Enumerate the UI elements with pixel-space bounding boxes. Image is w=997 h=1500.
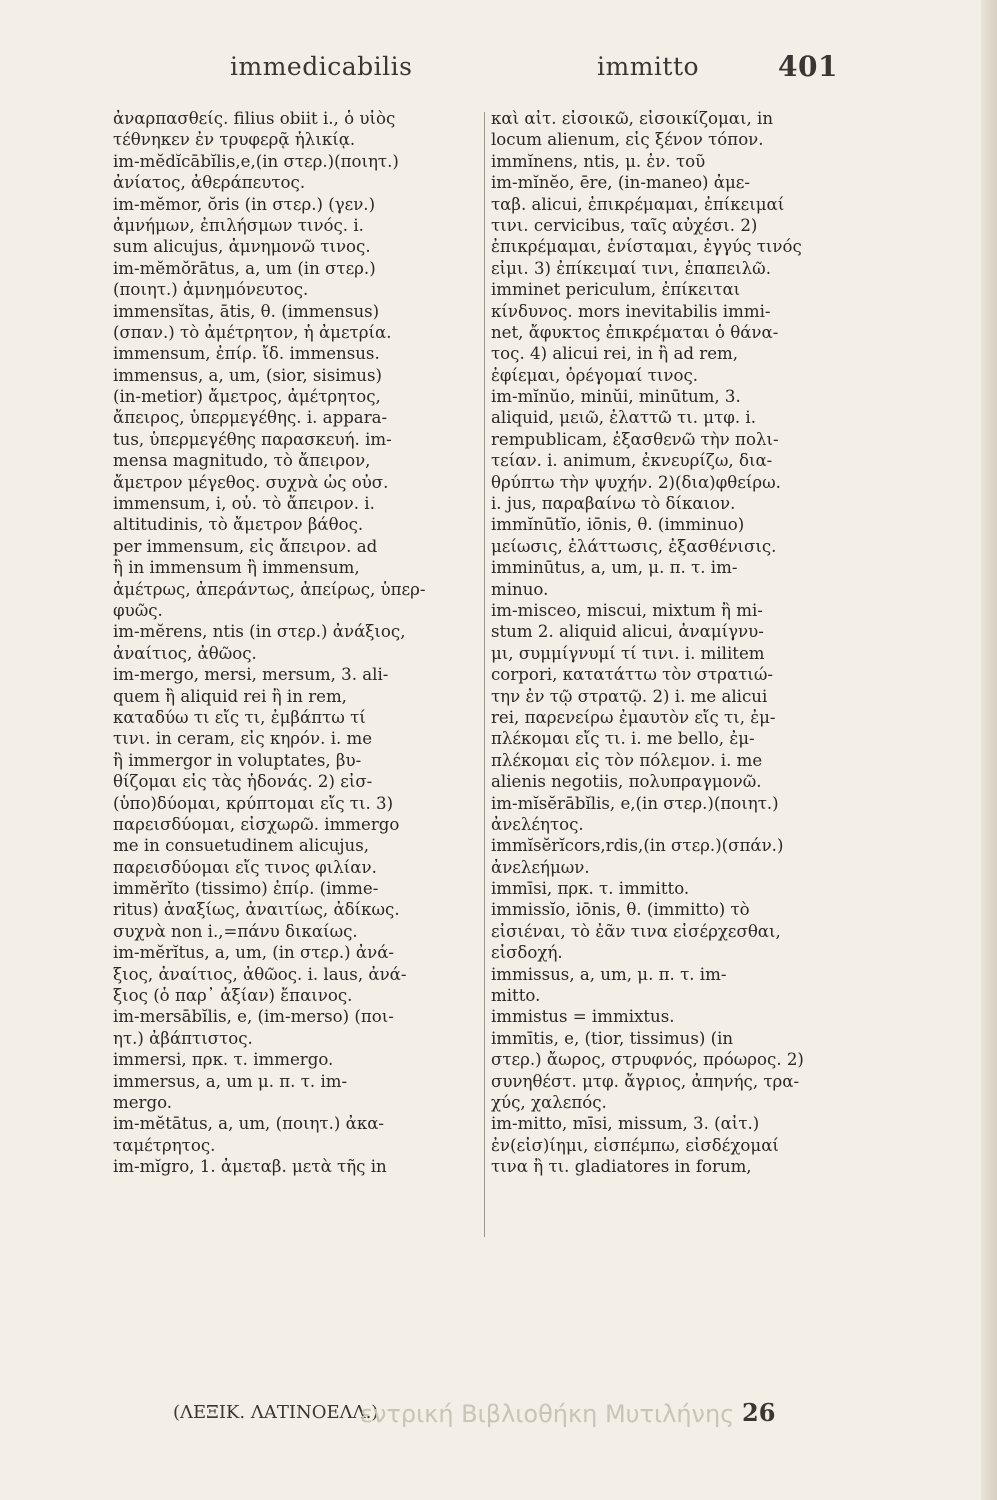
entry-line: immistus = immixtus. (491, 1007, 675, 1027)
entry-line: ἐν(εἰσ)ίημι, εἰσπέμπω, εἰσδέχομαί (491, 1135, 779, 1155)
entry-line: πλέκομαι εἰς τὸν πόλεμον. i. me (491, 750, 763, 770)
entry-line: immĭsĕrĭcors,rdis,(in στερ.)(σπάν.) (491, 836, 784, 856)
entry-line: stum 2. aliquid alicui, ἀναμίγνυ- (491, 622, 764, 642)
entry-line: im-mĕrĭtus, a, um, (in στερ.) ἀνά- (113, 943, 395, 963)
left-column (113, 108, 475, 1178)
entry-line: imminet periculum, ἐπίκειται (491, 280, 741, 300)
entry-line: ἢ immergor in voluptates, βυ- (113, 750, 362, 770)
entry-line: quem ἢ aliquid rei ἢ in rem, (113, 686, 347, 706)
entry-line: rei, παρενείρω ἐμαυτὸν εἴς τι, ἐμ- (491, 707, 776, 727)
signature-mark: 26 (742, 1398, 776, 1427)
entry-line: immĭnūtĭo, iōnis, θ. (imminuo) (491, 515, 745, 535)
entry-line: θίζομαι εἰς τὰς ἡδονάς. 2) εἰσ- (113, 772, 373, 792)
entry-line: (in-metior) ἄμετρος, ἀμέτρητος, (113, 387, 381, 407)
entry-line: im-mersābĭlis, e, (im-merso) (ποι- (113, 1007, 394, 1027)
entry-line: ἐπικρέμαμαι, ἐνίσταμαι, ἐγγύς τινός (491, 237, 802, 257)
entry-line: corpori, κατατάττω τὸν στρατιώ- (491, 665, 773, 685)
entry-line: τινι. in ceram, εἰς κηρόν. i. me (113, 729, 373, 749)
entry-line: ritus) ἀναξίως, ἀναιτίως, ἀδίκως. (113, 900, 400, 920)
entry-line: im-mĭgro, 1. ἀμεταβ. μετὰ τῆς in (113, 1157, 387, 1177)
entry-line: immissĭo, iōnis, θ. (immitto) τὸ (491, 900, 750, 920)
entry-line: ἀμνήμων, ἐπιλήσμων τινός. i. (113, 215, 364, 235)
entry-line: ἄπειρος, ὑπερμεγέθης. i. appara- (113, 408, 388, 428)
entry-line: i. jus, παραβαίνω τὸ δίκαιον. (491, 494, 736, 514)
entry-line: im-mĕdĭcābĭlis,e,(in στερ.)(ποιητ.) (113, 151, 399, 171)
entry-line: im-mĭnŭo, minŭi, minūtum, 3. (491, 387, 741, 407)
entry-line: im-mĭsĕrābĭlis, e,(in στερ.)(ποιητ.) (491, 793, 779, 813)
entry-line: immersi, πρκ. τ. immergo. (113, 1050, 334, 1070)
entry-line: εἰσδοχή. (491, 943, 563, 963)
entry-line: τινα ἢ τι. gladiatores in forum, (491, 1157, 752, 1177)
entry-line: mergo. (113, 1092, 173, 1112)
entry-line: ἀνελέητος. (491, 814, 584, 834)
entry-line: παρεισδύομαι, εἰσχωρῶ. immergo (113, 814, 400, 834)
entry-line: τέθνηκεν ἐν τρυφερᾷ ἡλικίᾳ. (113, 130, 356, 150)
entry-line: im-mitto, mīsi, missum, 3. (αἰτ.) (491, 1114, 760, 1134)
entry-line: immīsi, πρκ. τ. immitto. (491, 879, 690, 899)
entry-line: im-mĕrens, ntis (in στερ.) ἀνάξιος, (113, 622, 406, 642)
entry-line: minuo. (491, 579, 549, 599)
entry-line: ἀμέτρως, ἀπεράντως, ἀπείρως, ὑπερ- (113, 579, 426, 599)
entry-line: locum alienum, εἰς ξένον τόπον. (491, 130, 764, 150)
entry-line: mensa magnitudo, τὸ ἄπειρον, (113, 451, 371, 471)
entry-line: καὶ αἰτ. εἰσοικῶ, εἰσοικίζομαι, in (491, 109, 774, 128)
entry-line: θρύπτω τὴν ψυχήν. 2)(δια)φθείρω. (491, 472, 781, 492)
entry-line: (ὑπο)δύομαι, κρύπτομαι εἴς τι. 3) (113, 793, 394, 813)
entry-line: im-mĕmŏrātus, a, um (in στερ.) (113, 258, 376, 278)
entry-line: καταδύω τι εἴς τι, ἐμβάπτω τί (113, 707, 366, 727)
entry-line: εἰμι. 3) ἐπίκειμαί τινι, ἐπαπειλῶ. (491, 258, 771, 278)
entry-line: κίνδυνος. mors inevitabilis immi- (491, 301, 771, 321)
entry-line: (σπαν.) τὸ ἀμέτρητον, ἡ ἀμετρία. (113, 322, 392, 342)
entry-line: im-mĕmor, ŏris (in στερ.) (γεν.) (113, 194, 376, 214)
entry-line: ἀναρπασθείς. filius obiit i., ὁ υἱὸς (113, 109, 396, 128)
entry-line: τινι. cervicibus, ταῖς αὐχέσι. 2) (491, 215, 758, 235)
entry-line: imminūtus, a, um, μ. π. τ. im- (491, 558, 738, 578)
entry-line: rempublicam, ἐξασθενῶ τὴν πολι- (491, 429, 779, 449)
entry-line: χύς, χαλεπός. (491, 1092, 607, 1112)
entry-line: ητ.) ἀβάπτιστος. (113, 1028, 253, 1048)
entry-line: im-mĭnĕo, ēre, (in-maneo) ἀμε- (491, 173, 751, 193)
entry-line: immĕrĭto (tissimo) ἐπίρ. (imme- (113, 879, 379, 899)
entry-line: altitudinis, τὸ ἄμετρον βάθος. (113, 515, 364, 535)
entry-line: im-mergo, mersi, mersum, 3. ali- (113, 665, 389, 685)
entry-line: immensĭtas, ātis, θ. (immensus) (113, 301, 380, 321)
entry-line: ἀναίτιος, ἀθῶος. (113, 643, 257, 663)
entry-line: immensus, a, um, (sior, sisimus) (113, 365, 382, 385)
entry-line: immersus, a, um μ. π. τ. im- (113, 1071, 348, 1091)
entry-line: πλέκομαι εἴς τι. i. me bello, ἐμ- (491, 729, 755, 749)
entry-line: ταβ. alicui, ἐπικρέμαμαι, ἐπίκειμαί (491, 194, 785, 214)
entry-line: tus, ὑπερμεγέθης παρασκευή. im- (113, 429, 392, 449)
entry-line: μείωσις, ἐλάττωσις, ἐξασθένισις. (491, 536, 777, 556)
entry-line: στερ.) ἄωρος, στρυφνός, πρόωρος. 2) (491, 1050, 804, 1070)
entry-line: εἰσιέναι, τὸ ἐᾶν τινα εἰσέρχεσθαι, (491, 921, 781, 941)
footer-title: (ΛΕΞΙΚ. ΛΑΤΙΝΟΕΛΛ.) (173, 1402, 379, 1423)
entry-line: alienis negotiis, πολυπραγμονῶ. (491, 772, 762, 792)
entry-line: παρεισδύομαι εἴς τινος φιλίαν. (113, 857, 377, 877)
entry-line: sum alicujus, ἀμνημονῶ τινος. (113, 237, 371, 257)
page-edge (981, 0, 997, 1500)
column-divider (484, 112, 485, 1237)
entry-line: ταμέτρητος. (113, 1135, 216, 1155)
entry-line: im-misceo, miscui, mixtum ἢ mi- (491, 600, 763, 620)
entry-line: immensum, i, οὐ. τὸ ἄπειρον. i. (113, 494, 375, 514)
entry-line: im-mĕtātus, a, um, (ποιητ.) ἀκα- (113, 1114, 385, 1134)
entry-line: mitto. (491, 986, 541, 1006)
entry-line: μι, συμμίγνυμί τί τινι. i. militem (491, 643, 765, 663)
entry-line: ἀνίατος, ἀθεράπευτος. (113, 173, 306, 193)
entry-line: immītis, e, (tior, tissimus) (in (491, 1028, 734, 1048)
entry-line: aliquid, μειῶ, ἐλαττῶ τι. μτφ. i. (491, 408, 757, 428)
entry-line: immĭnens, ntis, μ. ἐν. τοῦ (491, 151, 706, 171)
entry-line: συνηθέστ. μτφ. ἄγριος, ἀπηνής, τρα- (491, 1071, 800, 1091)
header-left-word: immedicabilis (230, 52, 413, 81)
entry-line: τος. 4) alicui rei, in ἢ ad rem, (491, 344, 739, 364)
entry-line: immensum, ἐπίρ. ἴδ. immensus. (113, 344, 380, 364)
entry-line: συχνὰ non i.,=πάνυ δικαίως. (113, 921, 358, 941)
header-right-word: immitto (597, 52, 700, 81)
right-column (491, 108, 853, 1178)
entry-line: per immensum, εἰς ἄπειρον. ad (113, 536, 378, 556)
entry-line: net, ἄφυκτος ἐπικρέμαται ὁ θάνα- (491, 322, 779, 342)
entry-line: ἄμετρον μέγεθος. συχνὰ ὡς οὐσ. (113, 472, 389, 492)
entry-line: ξιος (ὁ παρ᾽ ἀξίαν) ἔπαινος. (113, 986, 353, 1006)
entry-line: ἢ in immensum ἢ immensum, (113, 558, 360, 578)
entry-line: (ποιητ.) ἀμνημόνευτος. (113, 280, 309, 300)
entry-line: immissus, a, um, μ. π. τ. im- (491, 964, 727, 984)
library-watermark: εντρική Βιβλιοθήκη Μυτιλήνης (360, 1400, 735, 1428)
entry-line: ἐφίεμαι, ὀρέγομαί τινος. (491, 365, 699, 385)
entry-line: me in consuetudinem alicujus, (113, 836, 370, 856)
entry-line: ξιος, ἀναίτιος, ἀθῶος. i. laus, ἀνά- (113, 964, 407, 984)
entry-line: ἀνελεήμων. (491, 857, 590, 877)
entry-line: την ἐν τῷ στρατῷ. 2) i. me alicui (491, 686, 768, 706)
page-number: 401 (778, 50, 838, 83)
entry-line: φυῶς. (113, 600, 163, 620)
entry-line: τείαν. i. animum, ἐκνευρίζω, δια- (491, 451, 773, 471)
